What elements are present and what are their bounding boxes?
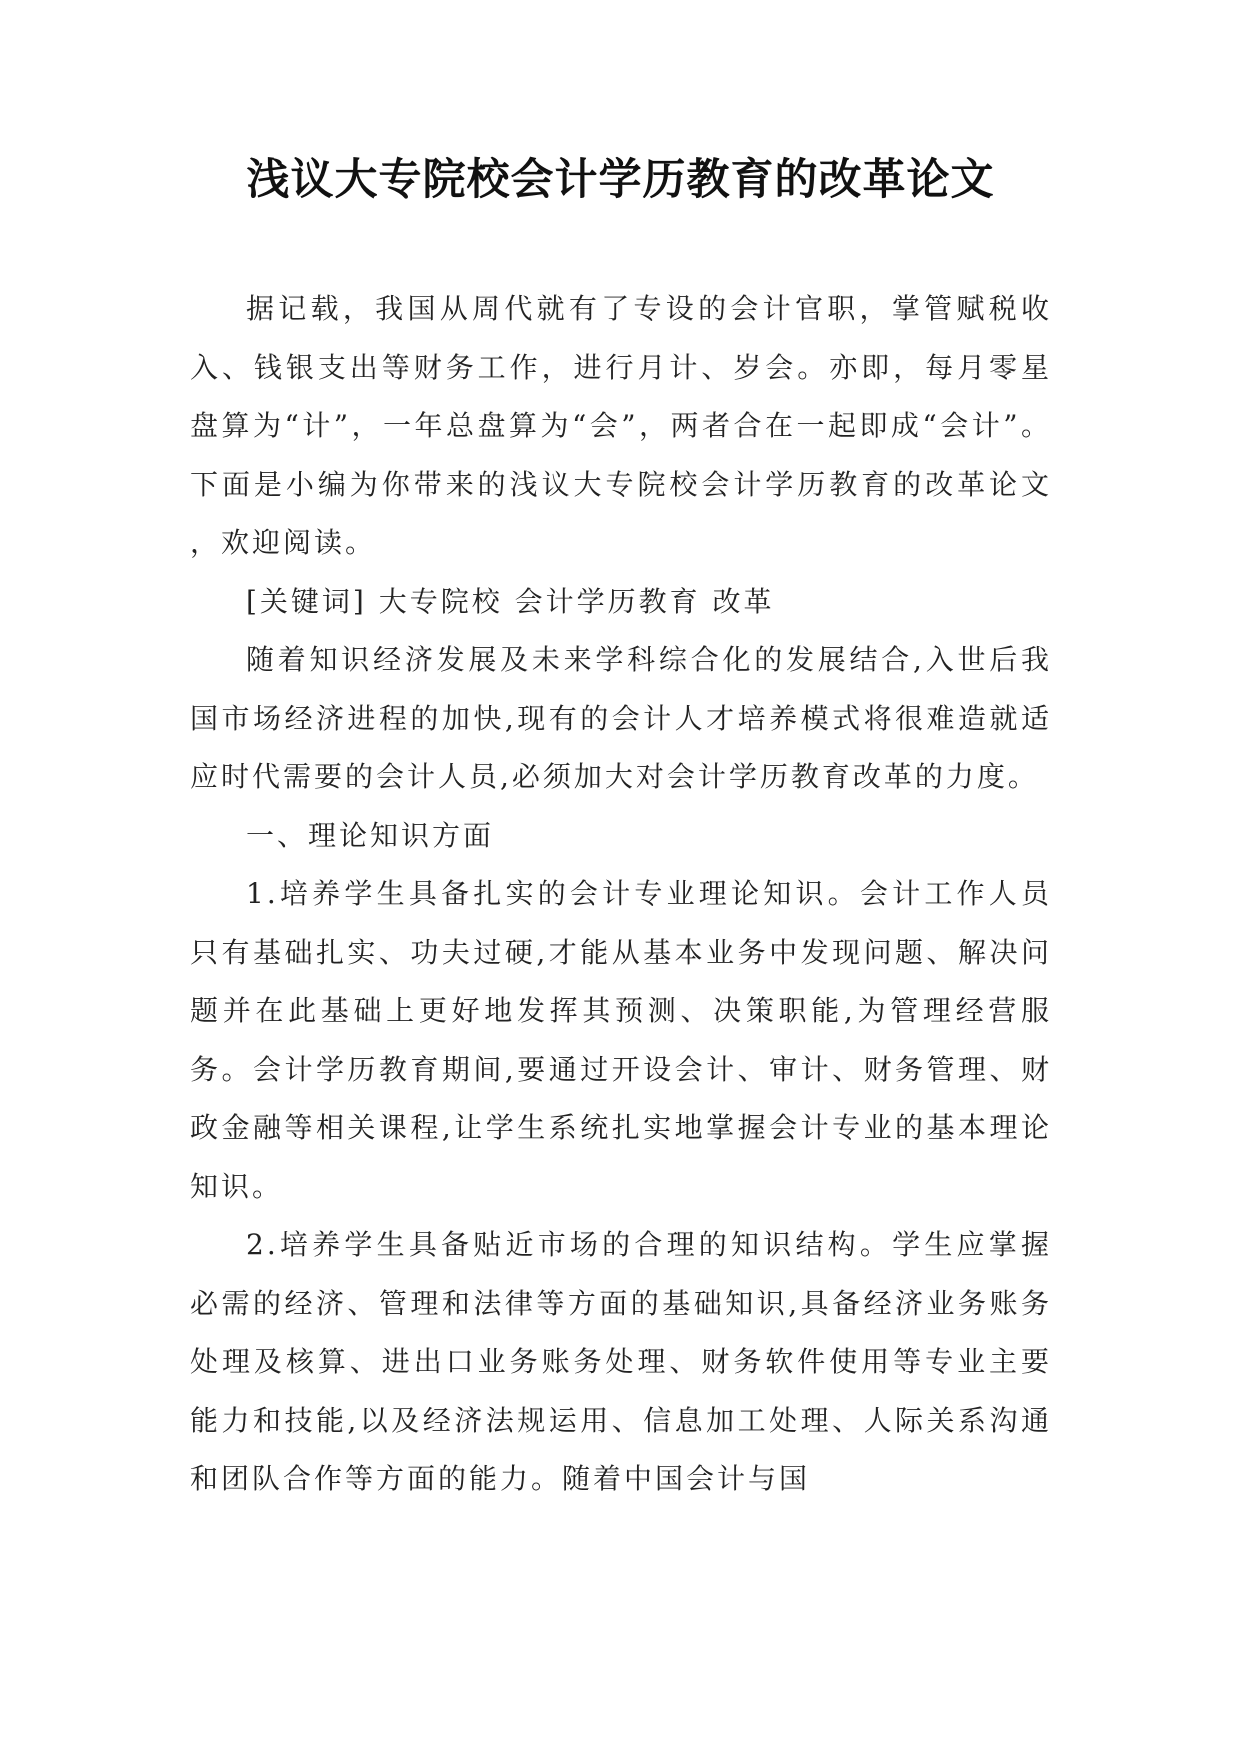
paragraph-background: 随着知识经济发展及未来学科综合化的发展结合,入世后我国市场经济进程的加快,现有的会计人才培养模式将很难造就适应时代需要的会计人员,必须加大对会计学历教育改革的力度。 <box>190 643 1052 793</box>
document-body <box>190 280 1052 1509</box>
paragraph-intro: 据记载，我国从周代就有了专设的会计官职，掌管赋税收入、钱银支出等财务工作，进行月计、岁会。亦即，每月零星盘算为“计”，一年总盘算为“会”，两者合在一起即成“会计”。下面是小编为你带来的浅议大专院校会计学历教育的改革论文 ，欢迎阅读。 <box>190 292 1052 559</box>
document-title: 浅议大专院校会计学历教育的改革论文 <box>246 155 995 205</box>
paragraph-point-2: 2.培养学生具备贴近市场的合理的知识结构。学生应掌握必需的经济、管理和法律等方面的基础知识,具备经济业务账务处理及核算、进出口业务账务处理、财务软件使用等专业主要能力和技能,以及经济法规运用、信息加工处理、人际关系沟通和团队合作等方面的能力。随着中国会计与国 <box>190 1228 1052 1495</box>
paragraph-keywords: [关键词] 大专院校 会计学历教育 改革 <box>246 584 775 618</box>
paragraph-point-1: 1.培养学生具备扎实的会计专业理论知识。会计工作人员只有基础扎实、功夫过硬,才能从基本业务中发现问题、解决问题并在此基础上更好地发挥其预测、决策职能,为管理经营服务。会计学历教育期间,要通过开设会计、审计、财务管理、财政金融等相关课程,让学生系统扎实地掌握会计专业的基本理论知识。 <box>190 877 1052 1203</box>
section-heading-theory: 一、理论知识方面 <box>246 818 495 852</box>
